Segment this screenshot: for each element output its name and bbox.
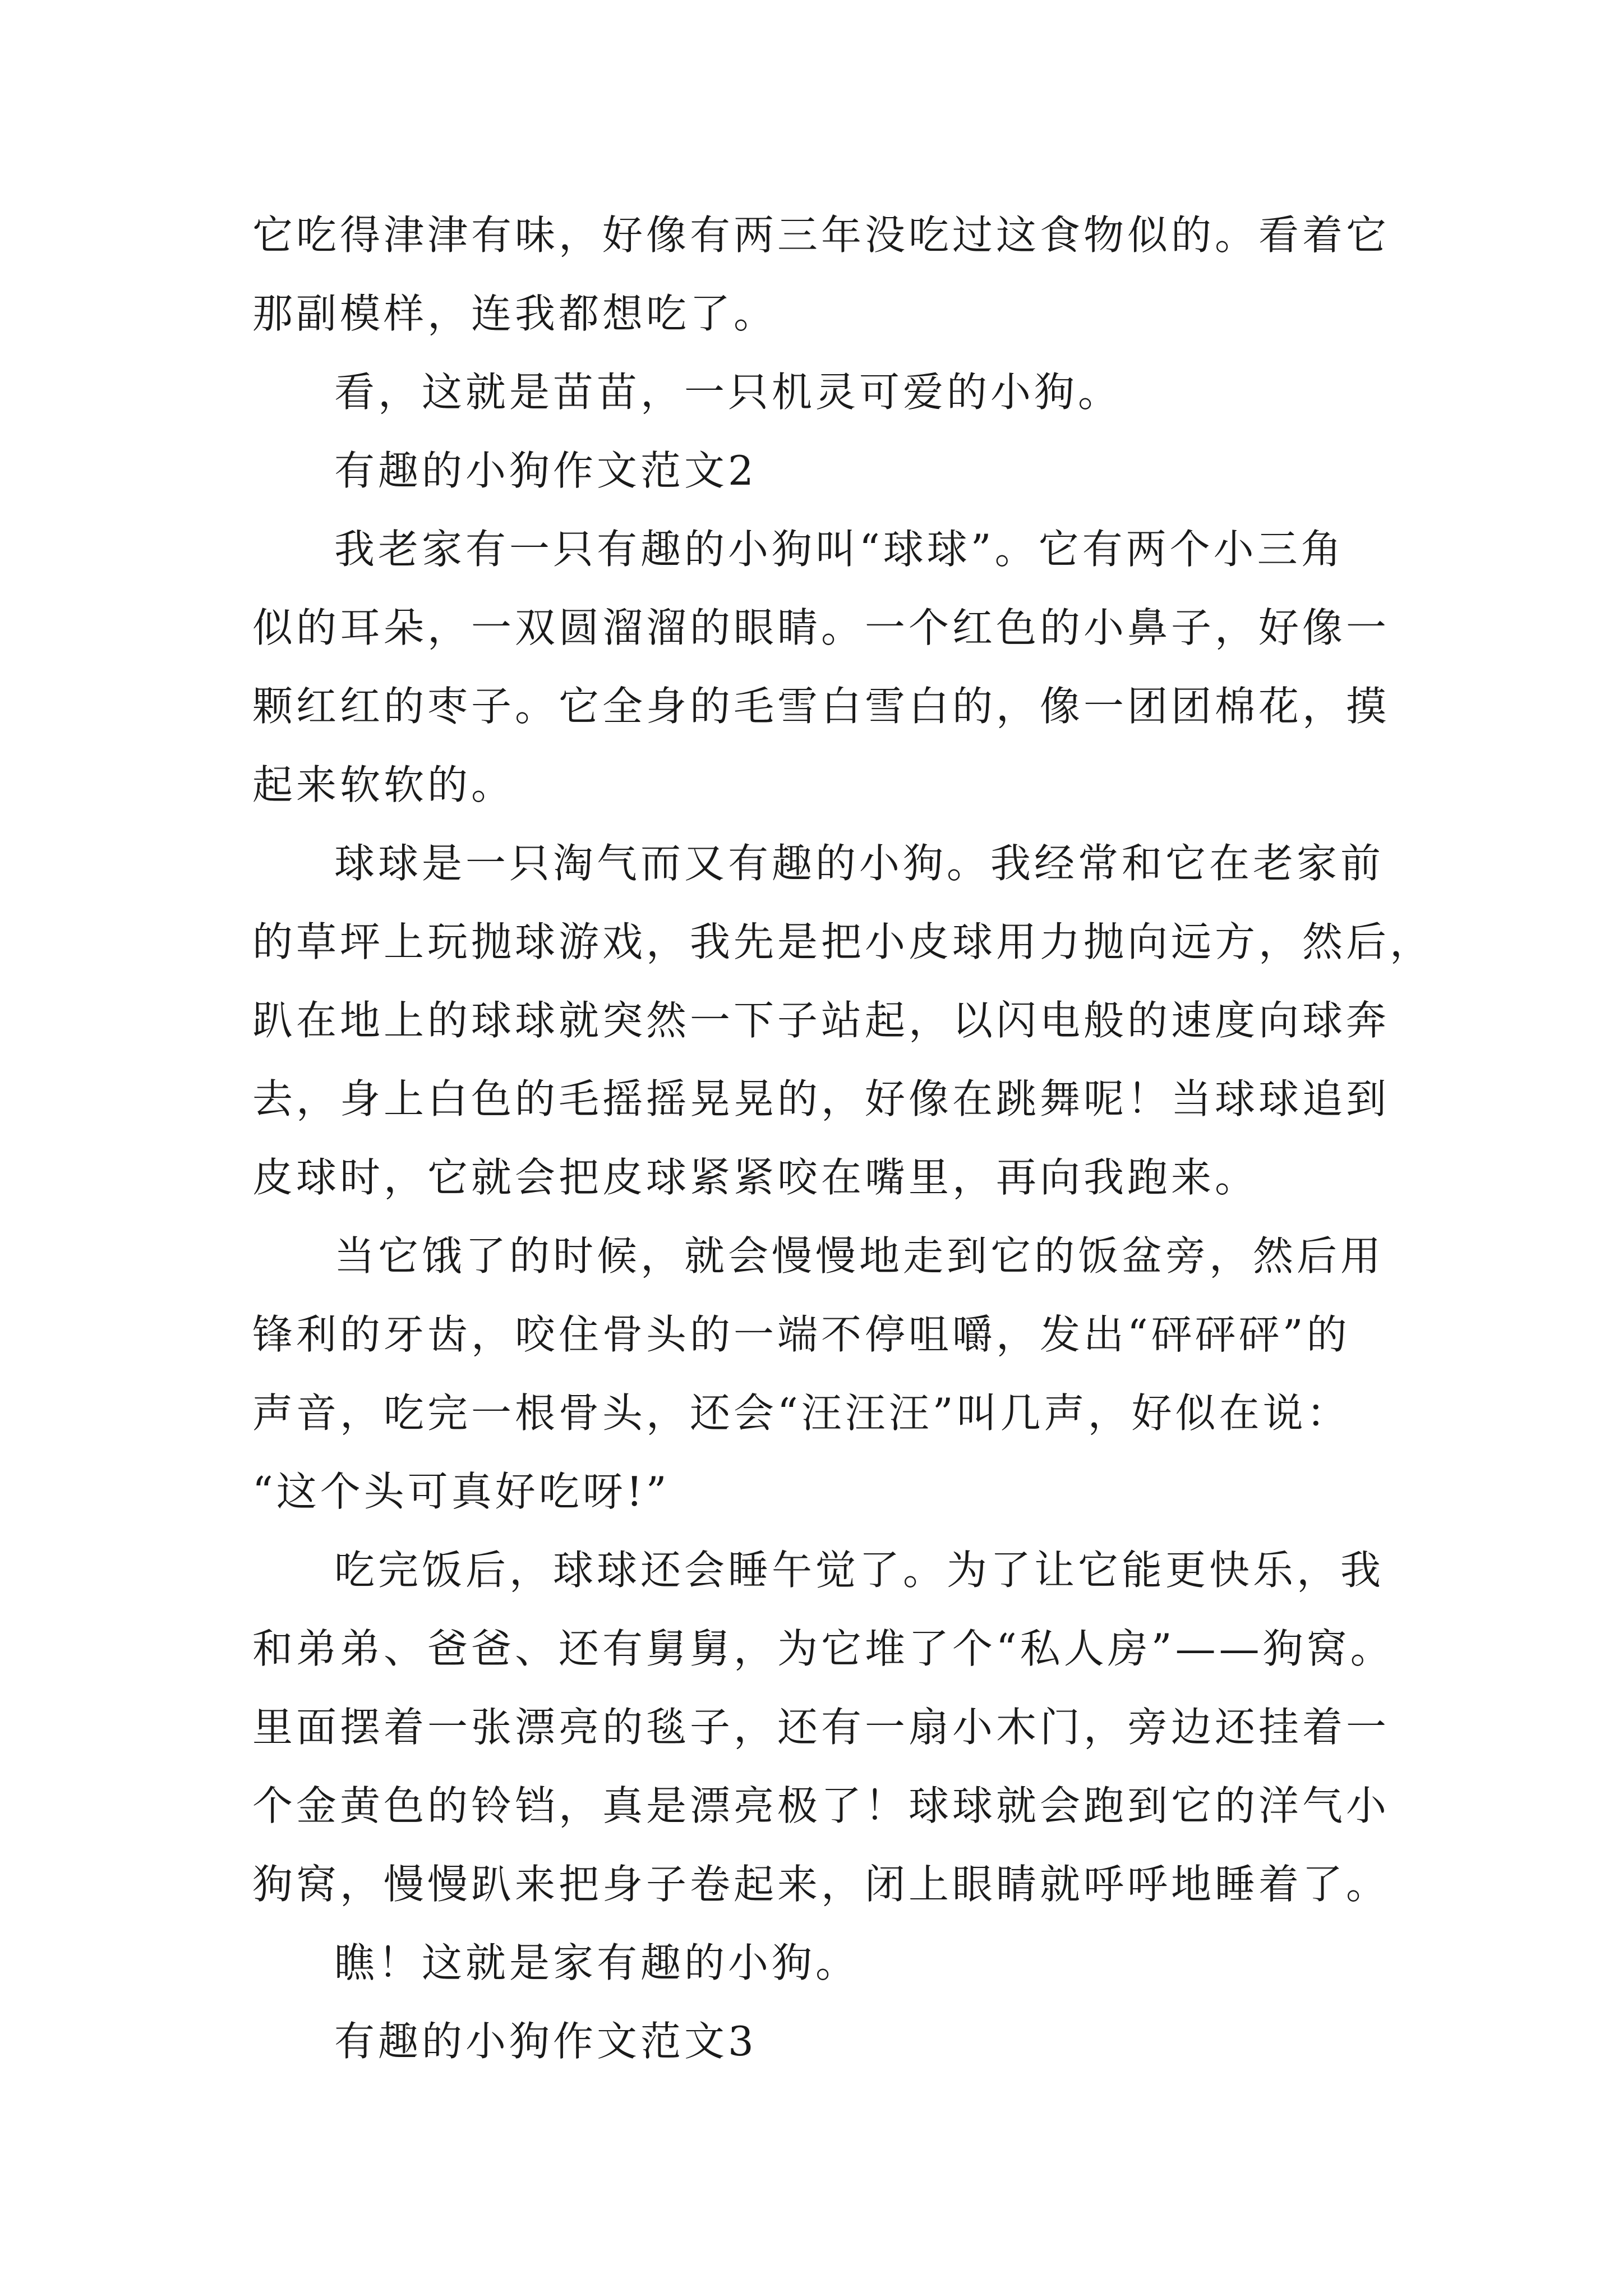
text-line: 的草坪上玩抛球游戏，我先是把小皮球用力抛向远方，然后， xyxy=(252,918,1434,965)
text-line: 那副模样，连我都想吃了。 xyxy=(252,290,778,337)
text-line: 狗窝，慢慢趴来把身子卷起来，闭上眼睛就呼呼地睡着了。 xyxy=(252,1861,1390,1908)
text-line: 起来软软的。 xyxy=(252,761,515,808)
text-line: 和弟弟、爸爸、还有舅舅，为它堆了个“私人房”——狗窝。 xyxy=(252,1625,1394,1672)
text-line: 球球是一只淘气而又有趣的小狗。我经常和它在老家前 xyxy=(334,840,1385,887)
text-line: 瞧！这就是家有趣的小狗。 xyxy=(334,1939,860,1986)
text-line: 颗红红的枣子。它全身的毛雪白雪白的，像一团团棉花，摸 xyxy=(252,683,1390,730)
text-line: 里面摆着一张漂亮的毯子，还有一扇小木门，旁边还挂着一 xyxy=(252,1704,1390,1751)
text-line: 吃完饭后，球球还会睡午觉了。为了让它能更快乐，我 xyxy=(334,1547,1385,1594)
text-line: 锋利的牙齿，咬住骨头的一端不停咀嚼，发出“砰砰砰”的 xyxy=(252,1311,1350,1358)
text-line: 它吃得津津有味，好像有两三年没吃过这食物似的。看着它 xyxy=(252,211,1390,259)
text-line: 似的耳朵，一双圆溜溜的眼睛。一个红色的小鼻子，好像一 xyxy=(252,604,1390,651)
section-heading: 有趣的小狗作文范文3 xyxy=(334,2018,757,2065)
text-line: 看，这就是苗苗，一只机灵可爱的小狗。 xyxy=(334,369,1122,416)
text-line: 趴在地上的球球就突然一下子站起，以闪电般的速度向球奔 xyxy=(252,997,1390,1044)
text-line: 去，身上白色的毛摇摇晃晃的，好像在跳舞呢！当球球追到 xyxy=(252,1075,1390,1122)
text-line: 皮球时，它就会把皮球紧紧咬在嘴里，再向我跑来。 xyxy=(252,1154,1259,1201)
text-line: 我老家有一只有趣的小狗叫“球球”。它有两个小三角 xyxy=(334,526,1345,573)
text-line: 个金黄色的铃铛，真是漂亮极了！球球就会跑到它的洋气小 xyxy=(252,1782,1390,1829)
text-line: “这个头可真好吃呀!” xyxy=(252,1468,670,1515)
section-heading: 有趣的小狗作文范文2 xyxy=(334,447,757,494)
text-line: 当它饿了的时候，就会慢慢地走到它的饭盆旁，然后用 xyxy=(334,1232,1385,1280)
text-line: 声音，吃完一根骨头，还会“汪汪汪”叫几声，好似在说： xyxy=(252,1389,1350,1437)
